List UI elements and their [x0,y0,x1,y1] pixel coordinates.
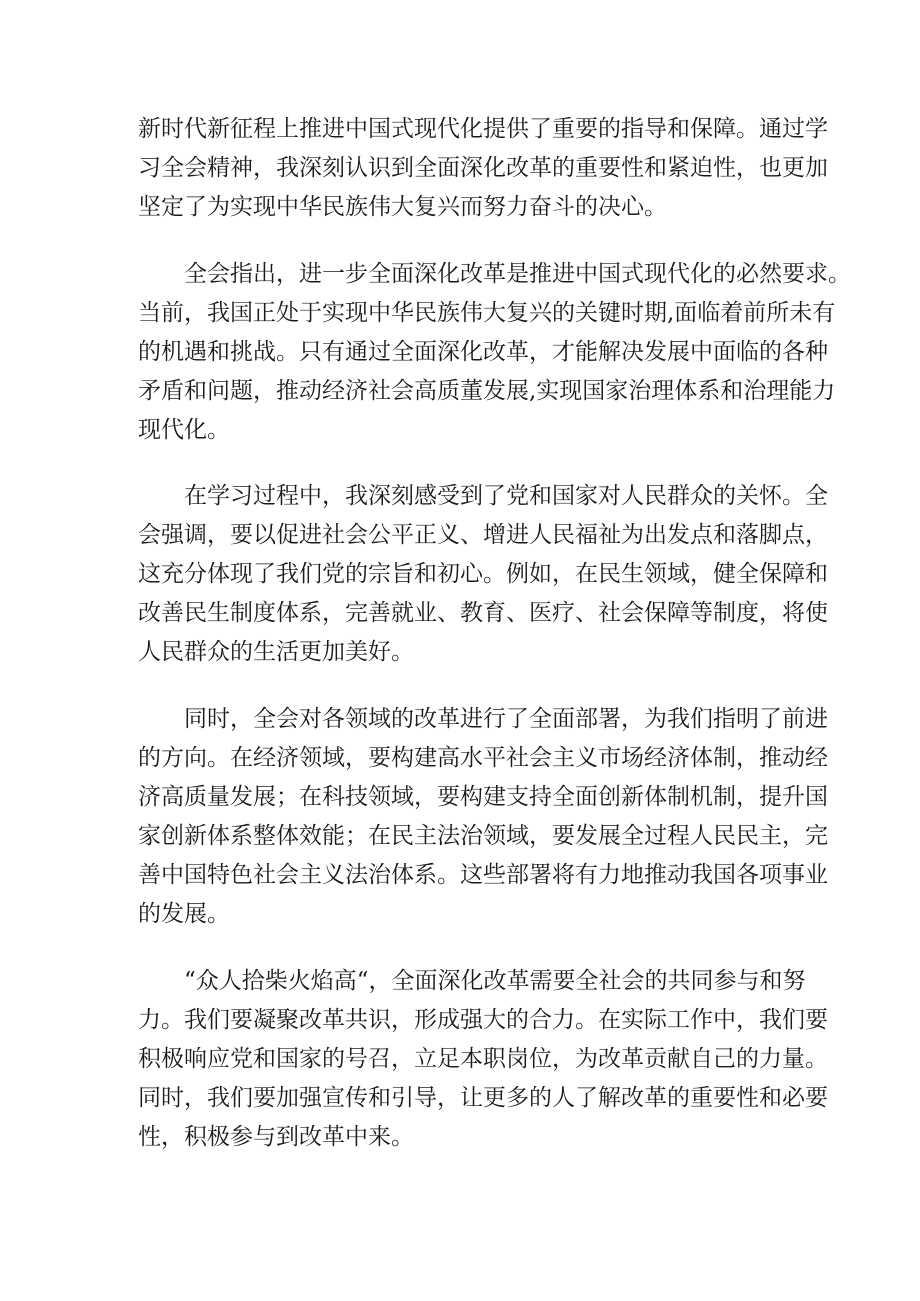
text-line: 济高质量发展；在科技领域，要构建支持全面创新体制机制，提升国 [138,784,828,810]
text-line: 善中国特色社会主义法治体系。这些部署将有力地推动我国各项事业 [138,862,828,888]
text-line: 新时代新征程上推进中国式现代化提供了重要的指导和保障。通过学 [138,116,828,142]
text-line: 性，积极参与到改革中来。 [138,1124,414,1150]
text-line: 同时，我们要加强宣传和引导，让更多的人了解改革的重要性和必要 [138,1085,828,1111]
text-line: 改善民生制度体系，完善就业、教育、医疗、社会保障等制度，将使 [138,600,828,626]
paragraph-3 [138,477,828,672]
text-line: 当前，我国正处于实现中华民族伟大复兴的关键时期,面临着前所未有 [138,300,836,326]
text-line: 家创新体系整体效能；在民主法治领域，要发展全过程人民民主，完 [138,823,828,849]
text-line: 现代化。 [138,417,230,443]
text-line: 这充分体现了我们党的宗旨和初心。例如，在民生领域，健全保障和 [138,561,828,587]
text-line: “众人拾柴火焰高“，全面深化改革需要全社会的共同参与和努 [184,968,806,994]
text-line: 同时，全会对各领域的改革进行了全面部署，为我们指明了前进 [184,706,828,732]
text-line: 积极响应党和国家的号召，立足本职岗位，为改革贡献自己的力量。 [138,1046,828,1072]
text-line: 会强调，要以促进社会公平正义、增进人民福祉为出发点和落脚点， [138,522,828,548]
text-line: 人民群众的生活更加美好。 [138,639,414,665]
text-line: 的机遇和挑战。只有通过全面深化改革，才能解决发展中面临的各种 [138,339,828,365]
paragraph-5 [138,962,828,1157]
paragraph-1 [138,110,828,227]
text-line: 的方向。在经济领域，要构建高水平社会主义市场经济体制，推动经 [138,745,828,771]
text-line: 坚定了为实现中华民族伟大复兴而努力奋斗的决心。 [138,194,667,220]
text-line: 习全会精神，我深刻认识到全面深化改革的重要性和紧迫性，也更加 [138,155,828,181]
text-line: 力。我们要凝聚改革共识，形成强大的合力。在实际工作中，我们要 [138,1007,828,1033]
paragraph-2 [138,255,851,450]
text-line: 在学习过程中，我深刻感受到了党和国家对人民群众的关怀。全 [184,483,828,509]
paragraph-4 [138,700,828,934]
text-line: 矛盾和问题，推动经济社会高质董发展,实现国家治理体系和治理能力 [138,378,836,404]
text-line: 的发展。 [138,901,230,927]
text-line: 全会指出，进一步全面深化改革是推进中国式现代化的必然要求。 [184,261,851,287]
